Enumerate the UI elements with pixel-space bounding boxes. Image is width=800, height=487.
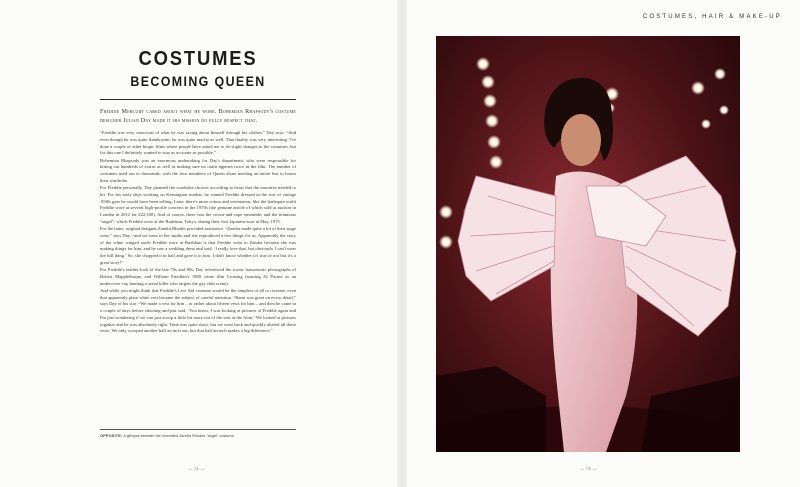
photo-caption [100,434,296,438]
body-paragraph: For Freddie's leather look of the late 70s and 80s, Day referenced the iconic homoerotic photographs of Robert Mapplethorpe, and William Friedkin's 1980 crime film Cruising (starring Al Pacino as an undercover cop hunting a serial killer who targets the gay club scene). [100,267,296,286]
caption-divider [100,429,296,430]
running-head: COSTUMES, HAIR & MAKE-UP [642,14,782,20]
page-number-right: — 75 — [580,467,597,471]
concert-photo [436,36,740,452]
title-divider [100,99,296,100]
body-paragraph: And while you might think that Freddie's Live Aid costume would be the simplest of all to recreate, even that apparently plain white vest became the subject of careful attention. “Rami was great on every detail,” says Day of his star. “We made a vest for him – or rather about fifteen vests for him – and then he came in a couple of days before shooting and just said, ‘You know, I was looking at pictures of Freddie again and I'm just wondering if we can just scoop a little bit more out of the vest at the front.’ We looked at pictures together and he was absolutely right. Time was quite short, but we went back and quickly altered all these vests. We only scooped another half an inch out, but that half an inch makes a big difference.” [100,287,296,334]
right-page [404,0,800,487]
body-paragraph: For the latter, original designer Zandra Rhodes provided assistance. “Zandra made quite a lot of their stage wear,” says Day, “and we went to her studio and she reproduced a few things for us. Apparently the story of the white winged outfit Freddie wore at Budokan is that Freddie went to Zandra because she was making things for him, and he saw a wedding dress and said, ‘I really love that, but obviously I can't wear the full thing.’ So, she chopped it in half and gave it to him. I don't know whether it's true or not but it's a great story!” [100,226,297,265]
face-shape [561,114,601,166]
title-block [100,48,296,89]
page-number-left: — 74 — [188,467,205,471]
caption-label: OPPOSITE: [100,434,123,438]
body-paragraph: Bohemian Rhapsody was an enormous undertaking for Day's department, who were responsible for kitting out hundreds of extras as well as making sure no outfit appears twice in the film. The number of costumes used ran to thousands, with the four members of Queen alone needing an entire bus to house their wardrobe. [100,157,296,183]
page-title: COSTUMES [138,48,258,70]
concert-photo-illustration [436,36,740,452]
article-body [100,130,296,336]
body-paragraph: For Freddie personally, Day planned the wardrobe choices according to beats that the narrative needed to hit. For his early days working on Kensington market, he wanted Freddie dressed in the sort of vintage 1930s gear he would have been selling. Later, there's more colour and ostentation, like the harlequin outfit Freddie wore at several high-profile concerts in the 1970s (the genuine article of which sold at auction in London in 2012 for £22,500). And of course, there was the crown-and-cape ensemble, and the infamous “angel”, which Freddie wore at the Budokan, Tokyo, during their first Japanese tour in May, 1975. [100,185,296,224]
lead-paragraph: Freddie Mercury cared about what he wore. Bohemian Rhapsody's costume designer Julian Day made it his mission do fully respect that. [100,109,296,124]
caption-text: A glimpse beneath the recreated Zandra Rhodes "angel" costume. [123,434,235,438]
page-subtitle: BECOMING QUEEN [130,74,266,89]
body-paragraph: “Freddie was very conscious of what he was saying about himself through his clothes,” Day says. “And even though he was quite flamboyant, he was quite macho as well. That duality was very interesting. I've done a couple of other biopic films where people have asked me to do slight changes to the costumes, but for this one I definitely wanted to stay as accurate as possible.” [100,130,296,156]
